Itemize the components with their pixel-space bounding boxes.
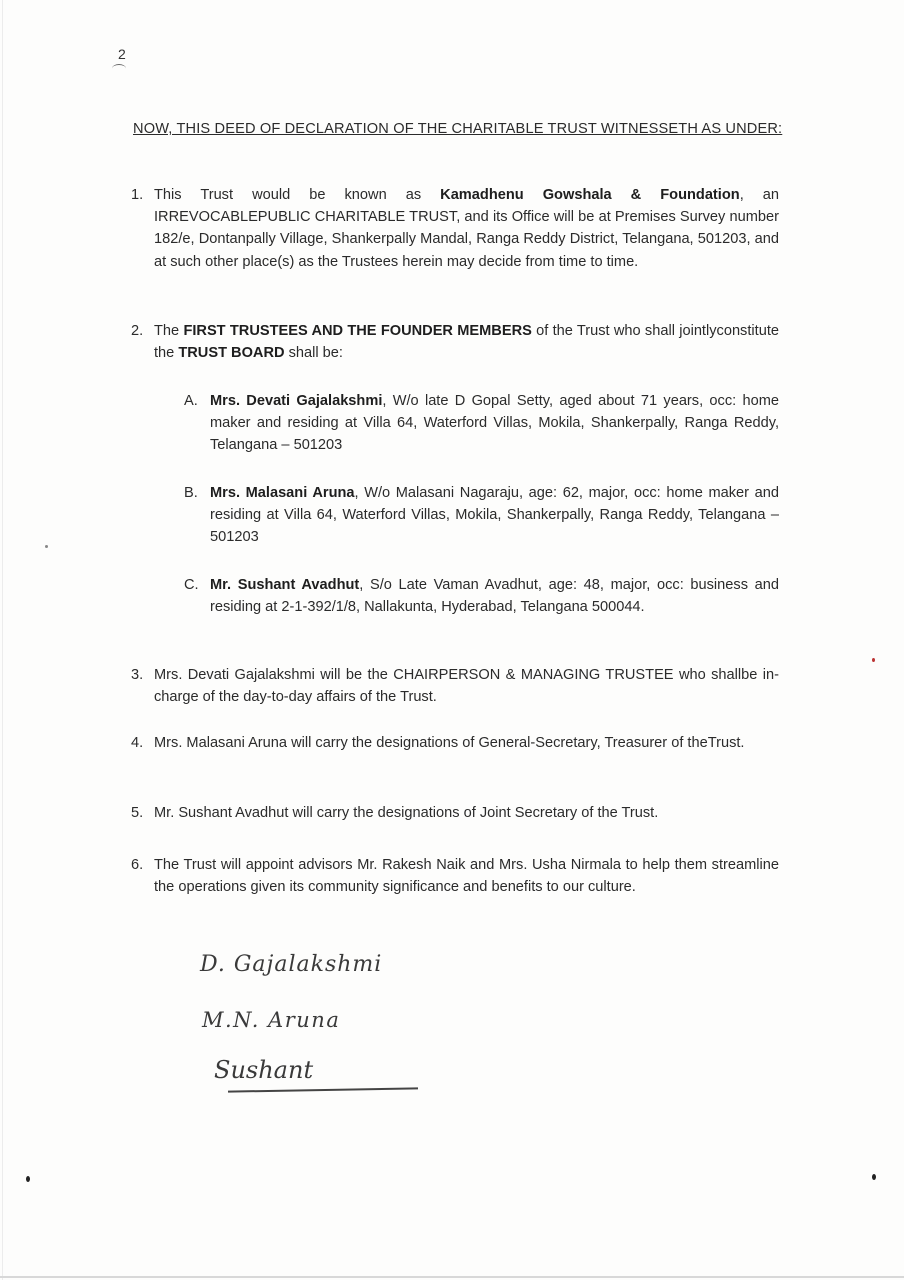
clause-number: 1. [131, 187, 144, 203]
deed-heading: NOW, THIS DEED OF DECLARATION OF THE CHARITABLE TRUST WITNESSETH AS UNDER: [133, 121, 783, 137]
signature-gajalakshmi: D. Gajalakshmi [200, 952, 383, 977]
clause-1 [131, 184, 779, 273]
trustee-item [184, 390, 779, 457]
trustee-item [184, 574, 779, 618]
clause-text: Mrs. Devati Gajalakshmi will be the CHAIRPERSON & MANAGING TRUSTEE who shallbe in-charge of the day-to-day affairs of the Trust. [154, 667, 779, 706]
page-number: 2 [118, 46, 126, 62]
clause-emphasis: FIRST TRUSTEES AND THE FOUNDER MEMBERS [183, 323, 532, 339]
clause-text [154, 320, 779, 364]
page-edge [0, 1276, 904, 1278]
signature-underline [228, 1087, 418, 1092]
trustee-letter: C. [184, 577, 199, 593]
clause-text-part: , an IRREVOCABLEPUBLIC CHARITABLE TRUST, and its Office will be at Premises Survey number 182/e, Dontanpally Village, Shankerpally Mandal, Ranga Reddy District, Telangana, 501203, and at such other place(s) as the Trustees herein may decide from time to time. [154, 187, 780, 270]
clause-text [154, 184, 779, 273]
clause-text-part: of the Trust who shall jointlyconstitute the [154, 323, 779, 362]
clause-2 [131, 320, 779, 364]
scan-speck [45, 545, 48, 548]
clause-text-part: This Trust would be known as [154, 187, 441, 203]
scan-speck [872, 658, 875, 662]
page-edge [2, 0, 3, 1280]
trustee-details: , S/o Late Vaman Avadhut, age: 48, major, occ: business and residing at 2-1-392/1/8, Nallakunta, Hyderabad, Telangana 500044. [210, 577, 780, 616]
trustee-name: Mrs. Malasani Aruna [210, 485, 355, 501]
clause-4 [131, 732, 779, 754]
clause-text-part: The [154, 323, 184, 339]
clause-number: 2. [131, 323, 144, 339]
trustee-letter: A. [184, 393, 198, 409]
clause-number: 4. [131, 735, 144, 751]
trustee-text [210, 390, 779, 457]
clause-5 [131, 802, 779, 824]
trustee-details: , W/o Malasani Nagaraju, age: 62, major, occ: home maker and residing at Villa 64, Waterford Villas, Mokila, Shankerpally, Ranga Reddy, Telangana – 501203 [210, 485, 779, 546]
clause-text: Mr. Sushant Avadhut will carry the designations of Joint Secretary of the Trust. [154, 805, 659, 821]
clause-3 [131, 664, 779, 708]
trust-name: Kamadhenu Gowshala & Foundation [440, 187, 740, 203]
clause-6 [131, 854, 779, 898]
clause-number: 3. [131, 667, 144, 683]
trustee-item [184, 482, 779, 549]
clause-text: Mrs. Malasani Aruna will carry the designations of General-Secretary, Treasurer of theTrust. [154, 735, 745, 751]
clause-number: 6. [131, 857, 144, 873]
signature-sushant: Sushant [214, 1056, 314, 1084]
trustee-text [210, 574, 779, 618]
scan-speck [26, 1176, 30, 1182]
clause-emphasis: TRUST BOARD [178, 345, 285, 362]
clause-number: 5. [131, 805, 144, 821]
trustee-name: Mrs. Devati Gajalakshmi [210, 393, 383, 409]
scan-speck [872, 1174, 876, 1180]
clause-text-part: shall be: [284, 345, 343, 362]
clause-text: The Trust will appoint advisors Mr. Rakesh Naik and Mrs. Usha Nirmala to help them streamline the operations given its community significance and benefits to our culture. [154, 857, 779, 896]
trustee-details: , W/o late D Gopal Setty, aged about 71 years, occ: home maker and residing at Villa 64, Waterford Villas, Mokila, Shankerpally, Ranga Reddy, Telangana – 501203 [210, 393, 779, 454]
signature-aruna: M.N. Aruna [202, 1008, 341, 1032]
trustee-name: Mr. Sushant Avadhut [210, 577, 360, 593]
trustee-letter: B. [184, 485, 198, 501]
trustee-text [210, 482, 779, 549]
page-number-mark [112, 64, 126, 73]
